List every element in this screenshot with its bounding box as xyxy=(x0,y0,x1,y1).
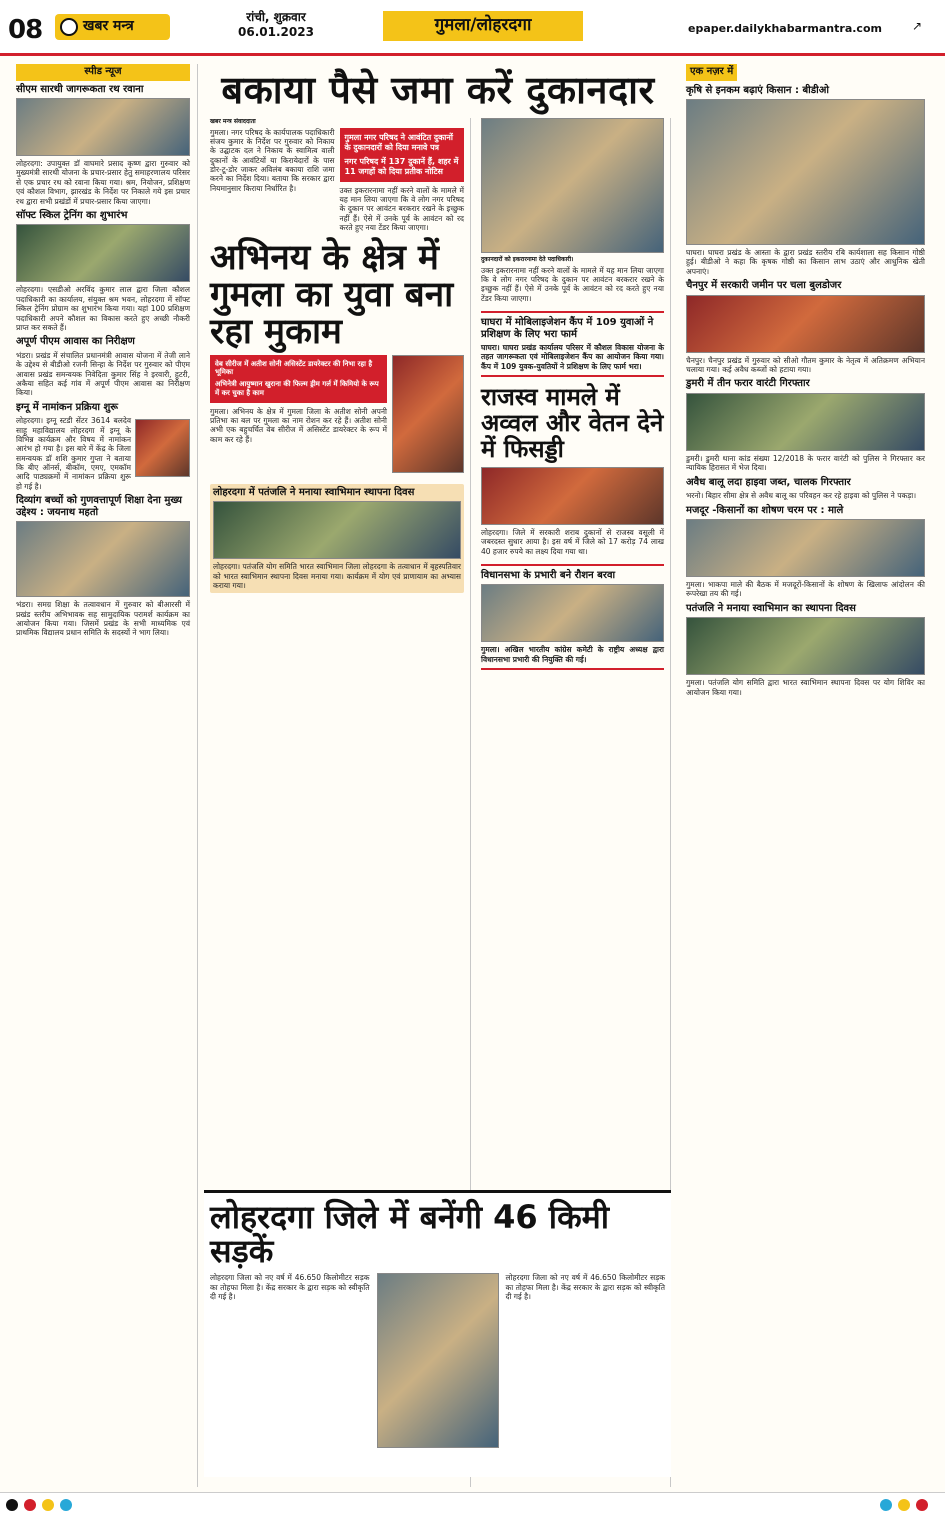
pointer-icon: ↗ xyxy=(912,19,923,33)
story-photo xyxy=(686,99,925,245)
story-body: चैनपुर। चैनपुर प्रखंड में गुरुवार को सीओ गौतम कुमार के नेतृत्व में अतिक्रमण अभियान चलाया गया। कई अवैध कब्जों को हटाया गया। xyxy=(686,355,925,374)
registration-dot-icon xyxy=(60,1499,72,1511)
story-title[interactable]: इग्नू में नामांकन प्रक्रिया शुरू xyxy=(16,401,119,413)
right-news-column xyxy=(680,64,925,1487)
speed-news-label: स्पीड न्यूज xyxy=(16,64,190,81)
bureau-byline: खबर मन्त्र संवाददाता xyxy=(210,118,256,125)
brand-name: खबर मन्त्र xyxy=(83,18,134,35)
page-number: 08 xyxy=(8,15,43,45)
road-person-photo xyxy=(377,1273,499,1448)
story-warrantees-arrested xyxy=(686,378,925,472)
lead-story-body-continued: उक्त इकरारनामा नहीं करने वालों के मामले में यह मान लिया जाएगा कि वे लोग नगर परिषद के दुकान पर आवंटन बरकरार रखने के इच्छुक नहीं हैं। ऐसे में उनके पूर्व के आवंटन को रद करते हुए नया टेंडर किया जाएगा। xyxy=(339,185,464,232)
story-body: लोहरदगा। पतंजलि योग समिति भारत स्वाभिमान जिला लोहरदगा के तत्वाधान में बृहस्पतिवार को भारत स्वाभिमान स्थापना दिवस मनाया गया। कार्यक्रम में योग एवं प्राणायाम का अभ्यास कराया गया। xyxy=(213,562,461,590)
story-title[interactable]: कृषि से इनकम बढ़ाएं किसान : बीडीओ xyxy=(686,84,829,96)
masthead xyxy=(0,0,945,56)
acting-story-body: गुमला। अभिनय के क्षेत्र में गुमला जिला के अतीश सोनी अपनी प्रतिभा का बल पर गुमला का नाम रोशन कर रहे हैं। अतीश सोनी अभी एक बहुचर्चित वेब सीरीज में असिस्टेंट डायरेक्टर के रूप में काम कर रहे हैं। xyxy=(210,406,387,444)
story-title[interactable]: अवैध बालू लदा हाइवा जब्त, चालक गिरफ्तार xyxy=(686,476,851,488)
registration-dot-icon xyxy=(6,1499,18,1511)
acting-person-photo xyxy=(392,355,464,473)
story-patanjali-foundation-day xyxy=(686,603,925,697)
roads-feature xyxy=(204,1190,671,1477)
story-sand-truck xyxy=(686,477,925,501)
brand-logo[interactable] xyxy=(55,14,170,40)
roads-headline[interactable]: लोहरदगा जिले में बनेंगी 46 किमी सड़कें xyxy=(210,1198,610,1270)
highlight-note: गुमला नगर परिषद ने आवंटित दुकानों के दुकानदारों को दिया मनावे पत्र xyxy=(344,132,453,152)
story-title[interactable]: अपूर्ण पीएम आवास का निरीक्षण xyxy=(16,336,135,348)
photo-caption: दुकानदारों को इकरारनामा देते पदाधिकारी। xyxy=(481,256,574,263)
lead-story-body: गुमला। नगर परिषद के कार्यपालक पदाधिकारी संजय कुमार के निर्देश पर गुरुवार को निकाय के उद्घाटक दल ने निकाय के स्वामित्व वाली दुकानों के आवंटियों या किरायेदारों के पास डोर-टू-डोर जाकर अविलंब बकाया राशि जमा करने का निर्देश दिया। बताया कि सरकार द्वारा नियमानुसार किराया निर्धारित है। xyxy=(210,127,335,193)
story-photo xyxy=(686,519,925,577)
story-title[interactable]: चैनपुर में सरकारी जमीन पर चला बुलडोजर xyxy=(686,280,842,292)
lead-highlights xyxy=(340,128,465,182)
registration-dot-icon xyxy=(42,1499,54,1511)
section-title: गुमला/लोहरदगा xyxy=(383,11,583,41)
person-photo xyxy=(135,419,190,477)
brand-mark-icon xyxy=(60,18,78,36)
story-farmers-exploitation xyxy=(686,505,925,599)
main-headline[interactable]: बकाया पैसे जमा करें दुकानदार xyxy=(221,68,655,113)
story-title[interactable]: सीएम सारथी जागरूकता रथ रवाना xyxy=(16,83,144,95)
shop-inspection-photo xyxy=(481,118,664,253)
story-photo xyxy=(16,224,190,282)
story-body: गुमला। अखिल भारतीय कांग्रेस कमेटी के राष्ट्रीय अध्यक्ष द्वारा विधानसभा प्रभारी की नियुक्ति की गई। xyxy=(481,645,664,664)
story-photo xyxy=(16,521,190,597)
dateline-city-day: रांची, शुक्रवार xyxy=(246,10,306,24)
story-photo xyxy=(16,98,190,156)
story-photo xyxy=(686,617,925,675)
story-body: भरनो। बिहार सीमा क्षेत्र से अवैध बालू का परिवहन कर रहे हाइवा को पुलिस ने पकड़ा। xyxy=(686,491,917,501)
roads-story-body: लोहरदगा जिला को नए वर्ष में 46.650 किलोमीटर सड़क का तोहफा मिला है। केंद्र सरकार के द्वारा सड़क को स्वीकृति दी गई है। xyxy=(210,1273,370,1301)
publication-date: 06.01.2023 xyxy=(238,25,314,39)
story-title[interactable]: डुमरी में तीन फरार वारंटी गिरफ्तार xyxy=(686,378,810,390)
story-body: डुमरी। डुमरी थाना कांड संख्या 12/2018 के फरार वारंटी को पुलिस ने गिरफ्तार कर न्यायिक हिरासत में भेज दिया। xyxy=(686,453,925,473)
registration-dot-icon xyxy=(24,1499,36,1511)
story-photo xyxy=(686,295,925,353)
story-body: लोहरदगा। एसडीओ अरविंद कुमार लाल द्वारा जिला कौशल पदाधिकारी का कार्यालय, संयुक्त श्रम भवन, लोहरदगा में सॉफ्ट स्किल ट्रेनिंग प्रोग्राम का शुभारंभ किया गया। यहां 100 प्रशिक्षण पदाधिकारी अपने कौशल का विकास करते हुए अच्छी नौकरी प्राप्त कर सकते हैं। xyxy=(16,285,190,332)
story-bulldozer xyxy=(686,280,925,374)
registration-strip xyxy=(0,1492,945,1517)
story-soft-skill xyxy=(16,210,190,332)
story-title[interactable]: घाघरा में मोबिलाइजेशन कैंप में 109 युवाओं ने प्रशिक्षण के लिए भरा फार्म xyxy=(481,317,654,340)
continued-story-body: उक्त इकरारनामा नहीं करने वालों के मामले में यह मान लिया जाएगा कि वे लोग नगर परिषद के दुकान पर आवंटन बरकरार रखने के इच्छुक नहीं हैं। ऐसे में उनके पूर्व के आवंटन को रद करते हुए नया टेंडर किया जाएगा। xyxy=(481,265,664,303)
story-agriculture-income xyxy=(686,85,925,277)
story-title[interactable]: मजदूर -किसानों का शोषण चरम पर : माले xyxy=(686,504,844,516)
story-body: घाघरा। घाघरा प्रखंड के आस्ता के द्वारा प्रखंड स्तरीय रबि कार्यशाला सह किसान गोष्ठी हुई। बीडीओ ने कहा कि कृषक गोष्ठी का किसान लाभ उठाएं और आधुनिक खेती अपनाएं। xyxy=(686,248,925,276)
story-divyang-education xyxy=(16,495,190,638)
story-cm-sarathi xyxy=(16,84,190,206)
revenue-headline[interactable]: राजस्व मामले में अव्वल और वेतन देने में फिसड्डी xyxy=(481,383,664,463)
patanjali-story xyxy=(210,484,464,594)
story-body: भंडरा। समग्र शिक्षा के तत्वावधान में गुरुवार को बीआरसी में प्रखंड स्तरीय अभिभावक सह सामुदायिक परामर्श कार्यक्रम का आयोजन किया गया। जिसमें प्रखंड के सभी माध्यमिक एवं प्राथमिक विद्यालय प्रधान समिति के सदस्यों ने भाग लिया। xyxy=(16,600,190,638)
story-photo xyxy=(481,584,664,642)
story-title[interactable]: लोहरदगा में पतंजलि ने मनाया स्वाभिमान स्थापना दिवस xyxy=(213,486,415,498)
story-ignou-admission xyxy=(16,402,190,492)
acting-headline[interactable]: अभिनय के क्षेत्र में गुमला का युवा बना रहा मुकाम xyxy=(210,238,454,352)
revenue-photo xyxy=(481,467,664,525)
vidhayak-story xyxy=(481,564,664,670)
story-title[interactable]: दिव्यांग बच्चों को गुणवत्तापूर्ण शिक्षा देना मुख्य उद्देश्य : जयनाथ महतो xyxy=(16,495,182,518)
revenue-story-body: लोहरदगा। जिले में सरकारी शराब दुकानों से राजस्व वसूली में जबरदस्त सुधार आया है। इस वर्ष में जिले को 17 करोड़ 74 लाख 40 हजार रुपये का लक्ष्य दिया गया था। xyxy=(481,527,664,556)
story-body: भंडरा। प्रखंड में संचालित प्रधानमंत्री आवास योजना में तेजी लाने के उद्देश्य से बीडीओ रजनी सिन्हा के निर्देश पर गुरुवार को पीएम आवास प्रखंड समन्वयक निवेदिता कुमार सिंह ने इरवारी, हुटरी, अकैया सहित कई गांव में अपूर्ण पीएम आवास का निरीक्षण किया। xyxy=(16,350,190,398)
mobilization-story xyxy=(481,311,664,377)
ek-nazar-label: एक नज़र में xyxy=(686,64,737,81)
story-title[interactable]: सॉफ्ट स्किल ट्रेनिंग का शुभारंभ xyxy=(16,209,128,221)
registration-dot-icon xyxy=(880,1499,892,1511)
registration-dot-icon xyxy=(916,1499,928,1511)
story-pm-awas xyxy=(16,336,190,397)
acting-points xyxy=(210,355,387,403)
story-title[interactable]: विधानसभा के प्रभारी बने रौशन बरवा xyxy=(481,569,616,581)
acting-point: वेब सीरीज में अतीश सोनी असिस्टेंट डायरेक्टर की निभा रहा है भूमिका xyxy=(215,359,373,377)
registration-dot-icon xyxy=(898,1499,910,1511)
story-body: लोहरदगा। इग्नू स्टडी सेंटर 3614 बलदेव साहू महाविद्यालय लोहरदगा में इग्नू के विभिन्न कार्यक्रम और विषय में नामांकन आरंभ हो गया है। इस बारे में केंद्र के जिला समन्वयक डॉ शशि कुमार गुप्ता ने बताया कि बीए ऑनर्स, बीकॉम, एमए, एमकॉम आदि पाठ्यक्रमों में नामांकन प्रक्रिया शुरू हो गई है। xyxy=(16,416,131,491)
story-body: लोहरदगा: उपायुक्त डॉ वाघमारे प्रसाद कृष्ण द्वारा गुरुवार को मुख्यमंत्री सारथी योजना के प्रचार-प्रसार हेतु समाहरणालय परिसर से एक प्रचार रथ को रवाना किया गया। श्रम, नियोजन, प्रशिक्षण एवं कौशल विभाग, झारखंड के निर्देश पर निकाले गये इस प्रचार रथ द्वारा सभी प्रखंडों में प्रचार-प्रसार किया जाएगा। xyxy=(16,159,190,206)
epaper-url[interactable]: epaper.dailykhabarmantra.com xyxy=(688,22,882,35)
dateline xyxy=(238,10,314,40)
left-news-column xyxy=(16,64,198,1487)
story-photo xyxy=(686,393,925,451)
highlight-note: नगर परिषद में 137 दुकानें हैं, शहर में 11 जगहों को दिया प्रतीक नोटिस xyxy=(344,156,459,176)
story-photo xyxy=(213,501,461,559)
acting-point: अभिनेत्री आयुष्मान खुराना की फिल्म ड्रीम गर्ल में किमियो के रूप में कर चुका है काम xyxy=(215,380,379,397)
story-body: घाघरा। घाघरा प्रखंड कार्यालय परिसर में कौशल विकास योजना के तहत जागरूकता एवं मोबिलाइजेशन कैंप का आयोजन किया गया। कैंप में 109 युवक-युवतियों ने प्रशिक्षण के लिए फार्म भरा। xyxy=(481,343,664,371)
roads-story-body: लोहरदगा जिला को नए वर्ष में 46.650 किलोमीटर सड़क का तोहफा मिला है। केंद्र सरकार के द्वारा सड़क को स्वीकृति दी गई है। xyxy=(505,1273,665,1301)
story-body: गुमला। पतंजलि योग समिति द्वारा भारत स्वाभिमान स्थापना दिवस पर योग शिविर का आयोजन किया गया। xyxy=(686,678,925,697)
story-title[interactable]: पतंजलि ने मनाया स्वाभिमान का स्थापना दिवस xyxy=(686,602,856,614)
story-body: गुमला। भाकपा माले की बैठक में मजदूरों-किसानों के शोषण के खिलाफ आंदोलन की रूपरेखा तय की गई। xyxy=(686,580,925,599)
